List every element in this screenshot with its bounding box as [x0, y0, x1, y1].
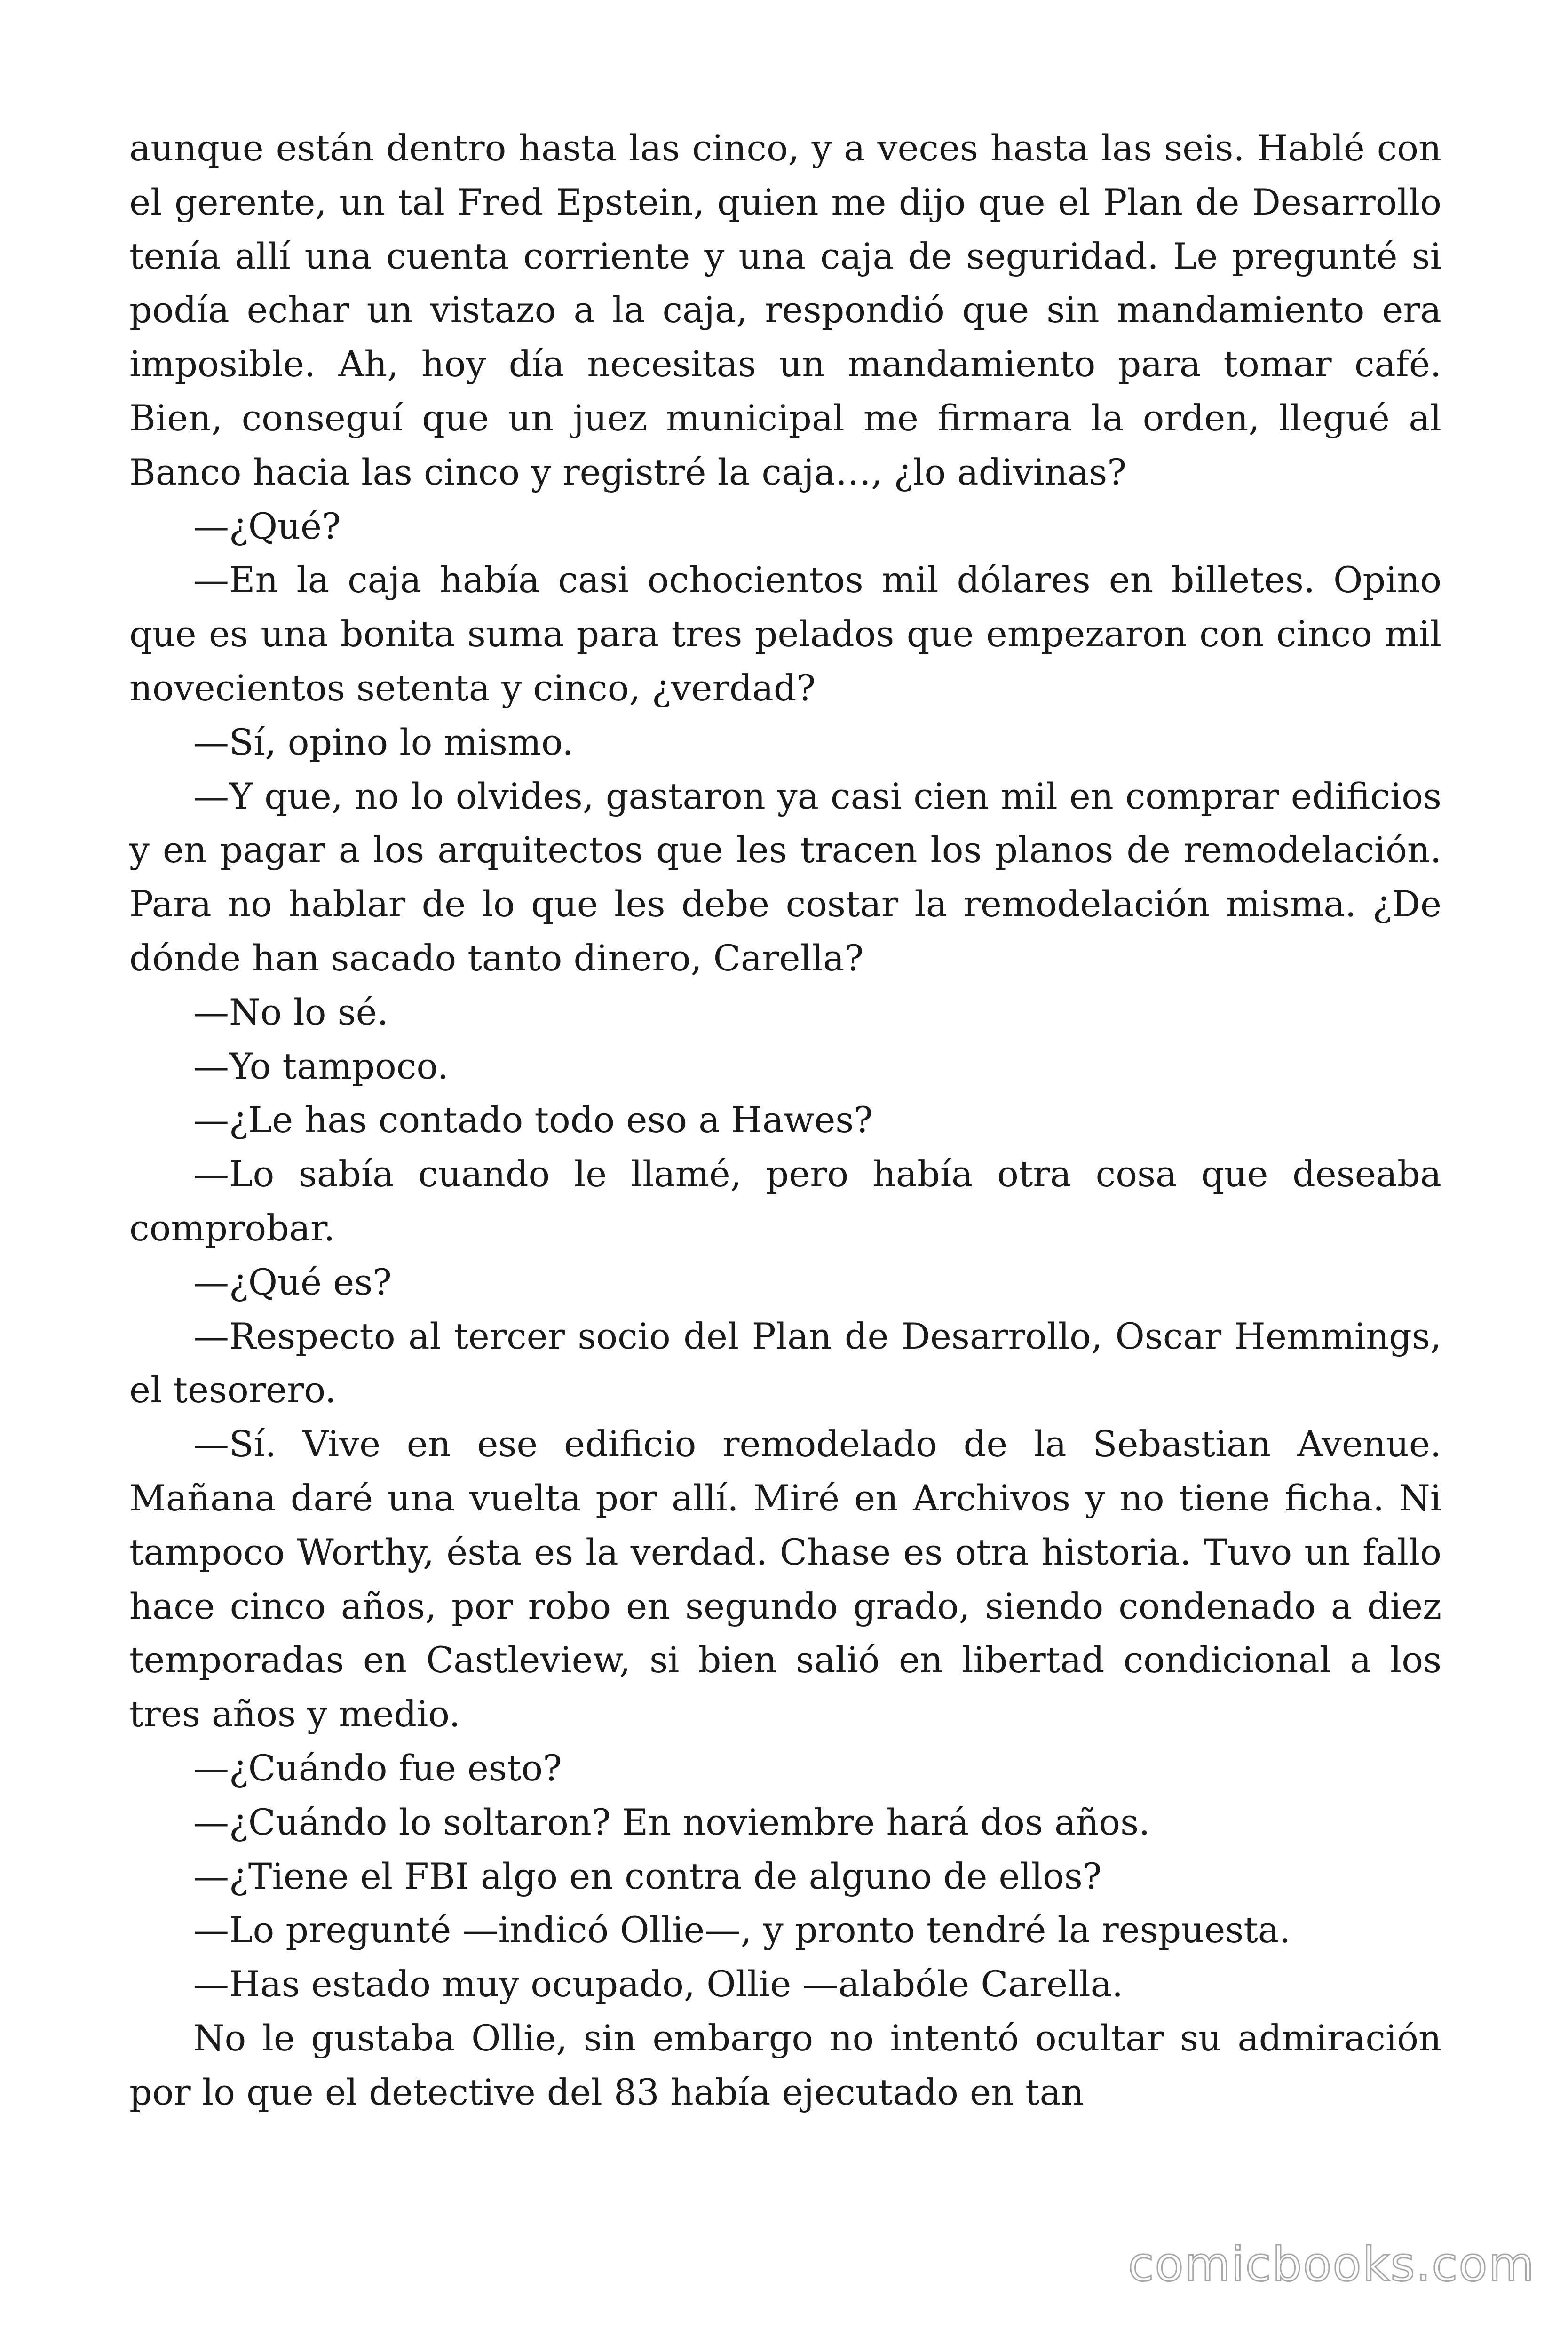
dialogue-line: —Sí. Vive en ese edificio remodelado de la Sebastian Avenue. Mañana daré una vuelta por allí. Miré en Archivos y no tiene ficha. Ni tampoco Worthy, ésta es la verdad. Chase es otra historia. Tuvo un fallo hace cinco años, por robo en segundo grado, siendo condenado a diez temporadas en Castleview, si bien salió en libertad condicional a los tres años y medio. — [129, 1423, 1441, 1735]
dialogue-line: —¿Qué? — [193, 505, 341, 547]
paragraph-continuation: aunque están dentro hasta las cinco, y a veces hasta las seis. Hablé con el gerente, un tal Fred Epstein, quien me dijo que el Plan de Desarrollo tenía allí una cuenta corriente y una caja de seguridad. Le pregunté si podía echar un vistazo a la caja, respondió que sin mandamiento era imposible. Ah, hoy día necesitas un mandamiento para tomar café. Bien, conseguí que un juez municipal me firmara la orden, llegué al Banco hacia las cinco y registré la caja…, ¿lo adivinas? — [129, 127, 1441, 493]
narrative-paragraph: No le gustaba Ollie, sin embargo no intentó ocultar su admiración por lo que el detective del 83 había ejecutado en tan — [129, 2017, 1441, 2113]
book-page-body — [129, 121, 1441, 2119]
dialogue-line: —¿Cuándo lo soltaron? En noviembre hará dos años. — [193, 1801, 1150, 1843]
dialogue-line: —Lo pregunté —indicó Ollie—, y pronto tendré la respuesta. — [193, 1909, 1291, 1951]
dialogue-line: —Respecto al tercer socio del Plan de Desarrollo, Oscar Hemmings, el tesorero. — [129, 1315, 1441, 1411]
dialogue-line: —Has estado muy ocupado, Ollie —alabóle Carella. — [193, 1963, 1124, 2005]
dialogue-line: —En la caja había casi ochocientos mil dólares en billetes. Opino que es una bonita suma para tres pelados que empezaron con cinco mil novecientos setenta y cinco, ¿verdad? — [129, 559, 1441, 709]
dialogue-line: —¿Qué es? — [193, 1261, 392, 1303]
dialogue-line: —Lo sabía cuando le llamé, pero había otra cosa que deseaba comprobar. — [129, 1153, 1441, 1249]
dialogue-line: —¿Le has contado todo eso a Hawes? — [193, 1099, 873, 1141]
watermark: comicbooks.com — [1128, 2237, 1535, 2292]
dialogue-line: —No lo sé. — [193, 991, 388, 1033]
dialogue-line: —Yo tampoco. — [193, 1045, 449, 1087]
dialogue-line: —¿Cuándo fue esto? — [193, 1747, 562, 1789]
dialogue-line: —Y que, no lo olvides, gastaron ya casi cien mil en comprar edificios y en pagar a los arquitectos que les tracen los planos de remodelación. Para no hablar de lo que les debe costar la remodelación misma. ¿De dónde han sacado tanto dinero, Carella? — [129, 775, 1441, 979]
dialogue-line: —Sí, opino lo mismo. — [193, 721, 574, 763]
dialogue-line: —¿Tiene el FBI algo en contra de alguno de ellos? — [193, 1855, 1102, 1897]
